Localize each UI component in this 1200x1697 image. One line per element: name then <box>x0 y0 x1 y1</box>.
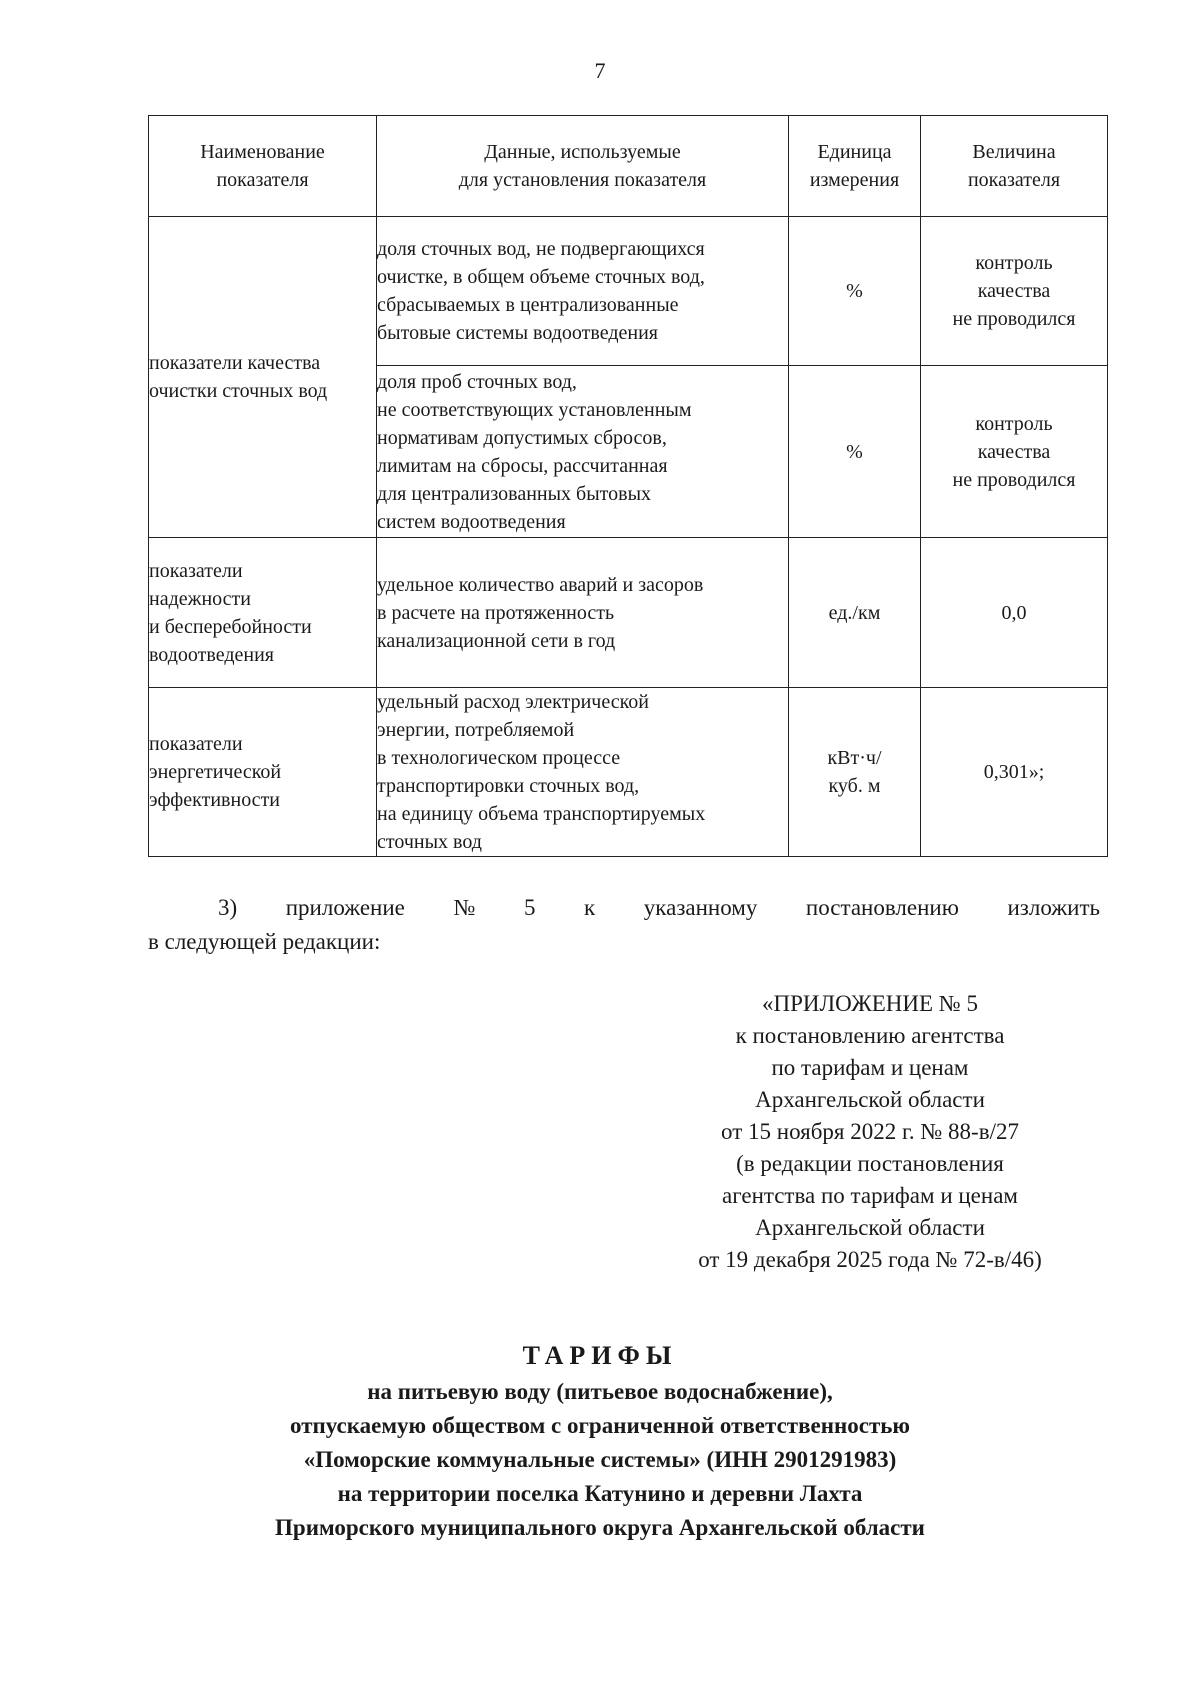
value-cell: 0,301»; <box>921 688 1108 857</box>
header-source-data: Данные, используемые для установления показателя <box>377 116 789 217</box>
tariffs-title-block <box>0 1339 1200 1545</box>
table-row <box>149 217 1108 366</box>
header-indicator-name: Наименование показателя <box>149 116 377 217</box>
amendment-word: 5 <box>523 895 536 920</box>
indicator-name-cell: показатели качества очистки сточных вод <box>149 217 377 538</box>
value-cell: контроль качества не проводился <box>921 217 1108 366</box>
appendix-header: «ПРИЛОЖЕНИЕ № 5 к постановлению агентства по тарифам и ценам Архангельской области от 15 ноября 2022 г. № 88-в/27 (в редакции постановления агентства по тарифам и ценам Архангельской области от 19 декабря 2025 года № 72-в/46) <box>698 991 1042 1272</box>
amendment-first-line <box>148 891 1100 925</box>
tariffs-subtitle-line: на питьевую воду (питьевое водоснабжение), <box>367 1379 833 1404</box>
value-cell: 0,0 <box>921 538 1108 688</box>
amendment-word: № <box>453 895 476 920</box>
source-data-cell: доля сточных вод, не подвергающихся очистке, в общем объеме сточных вод, сбрасываемых в централизованные бытовые системы водоотведения <box>377 217 789 366</box>
unit-cell: % <box>789 366 921 538</box>
unit-cell: ед./км <box>789 538 921 688</box>
amendment-word: 3) <box>218 895 238 920</box>
tariffs-subtitle-line: отпускаемую обществом с ограниченной ответственностью <box>290 1413 910 1438</box>
table-row <box>149 538 1108 688</box>
page-number: 7 <box>594 58 606 83</box>
source-data-cell: удельное количество аварий и засоров в расчете на протяженность канализационной сети в год <box>377 538 789 688</box>
header-value: Величина показателя <box>921 116 1108 217</box>
amendment-word: к <box>584 895 596 920</box>
source-data-cell: доля проб сточных вод, не соответствующих установленным нормативам допустимых сбросов, лимитам на сбросы, рассчитанная для централизованных бытовых систем водоотведения <box>377 366 789 538</box>
amendment-word: изложить <box>1007 895 1100 920</box>
value-cell: контроль качества не проводился <box>921 366 1108 538</box>
tariffs-subtitle-line: «Поморские коммунальные системы» (ИНН 2901291983) <box>303 1447 897 1472</box>
indicator-name-cell: показатели энергетической эффективности <box>149 688 377 857</box>
amendment-word: приложение <box>285 895 405 920</box>
unit-cell: % <box>789 217 921 366</box>
amendment-continuation: в следующей редакции: <box>148 929 381 954</box>
source-data-cell: удельный расход электрической энергии, потребляемой в технологическом процессе транспортировки сточных вод, на единицу объема транспортируемых сточных вод <box>377 688 789 857</box>
amendment-paragraph <box>148 891 1100 959</box>
tariffs-subtitle-line: на территории поселка Катунино и деревни Лахта <box>337 1481 863 1506</box>
table-row <box>149 688 1108 857</box>
amendment-word: постановлению <box>805 895 959 920</box>
amendment-word: указанному <box>643 895 758 920</box>
tariffs-heading: ТАРИФЫ <box>522 1341 678 1370</box>
unit-cell: кВт·ч/ куб. м <box>789 688 921 857</box>
indicator-name-cell: показатели надежности и бесперебойности водоотведения <box>149 538 377 688</box>
table-header-row <box>149 116 1108 217</box>
header-unit: Единица измерения <box>789 116 921 217</box>
indicators-table <box>148 115 1108 857</box>
tariffs-subtitle-line: Приморского муниципального округа Архангельской области <box>275 1515 925 1540</box>
